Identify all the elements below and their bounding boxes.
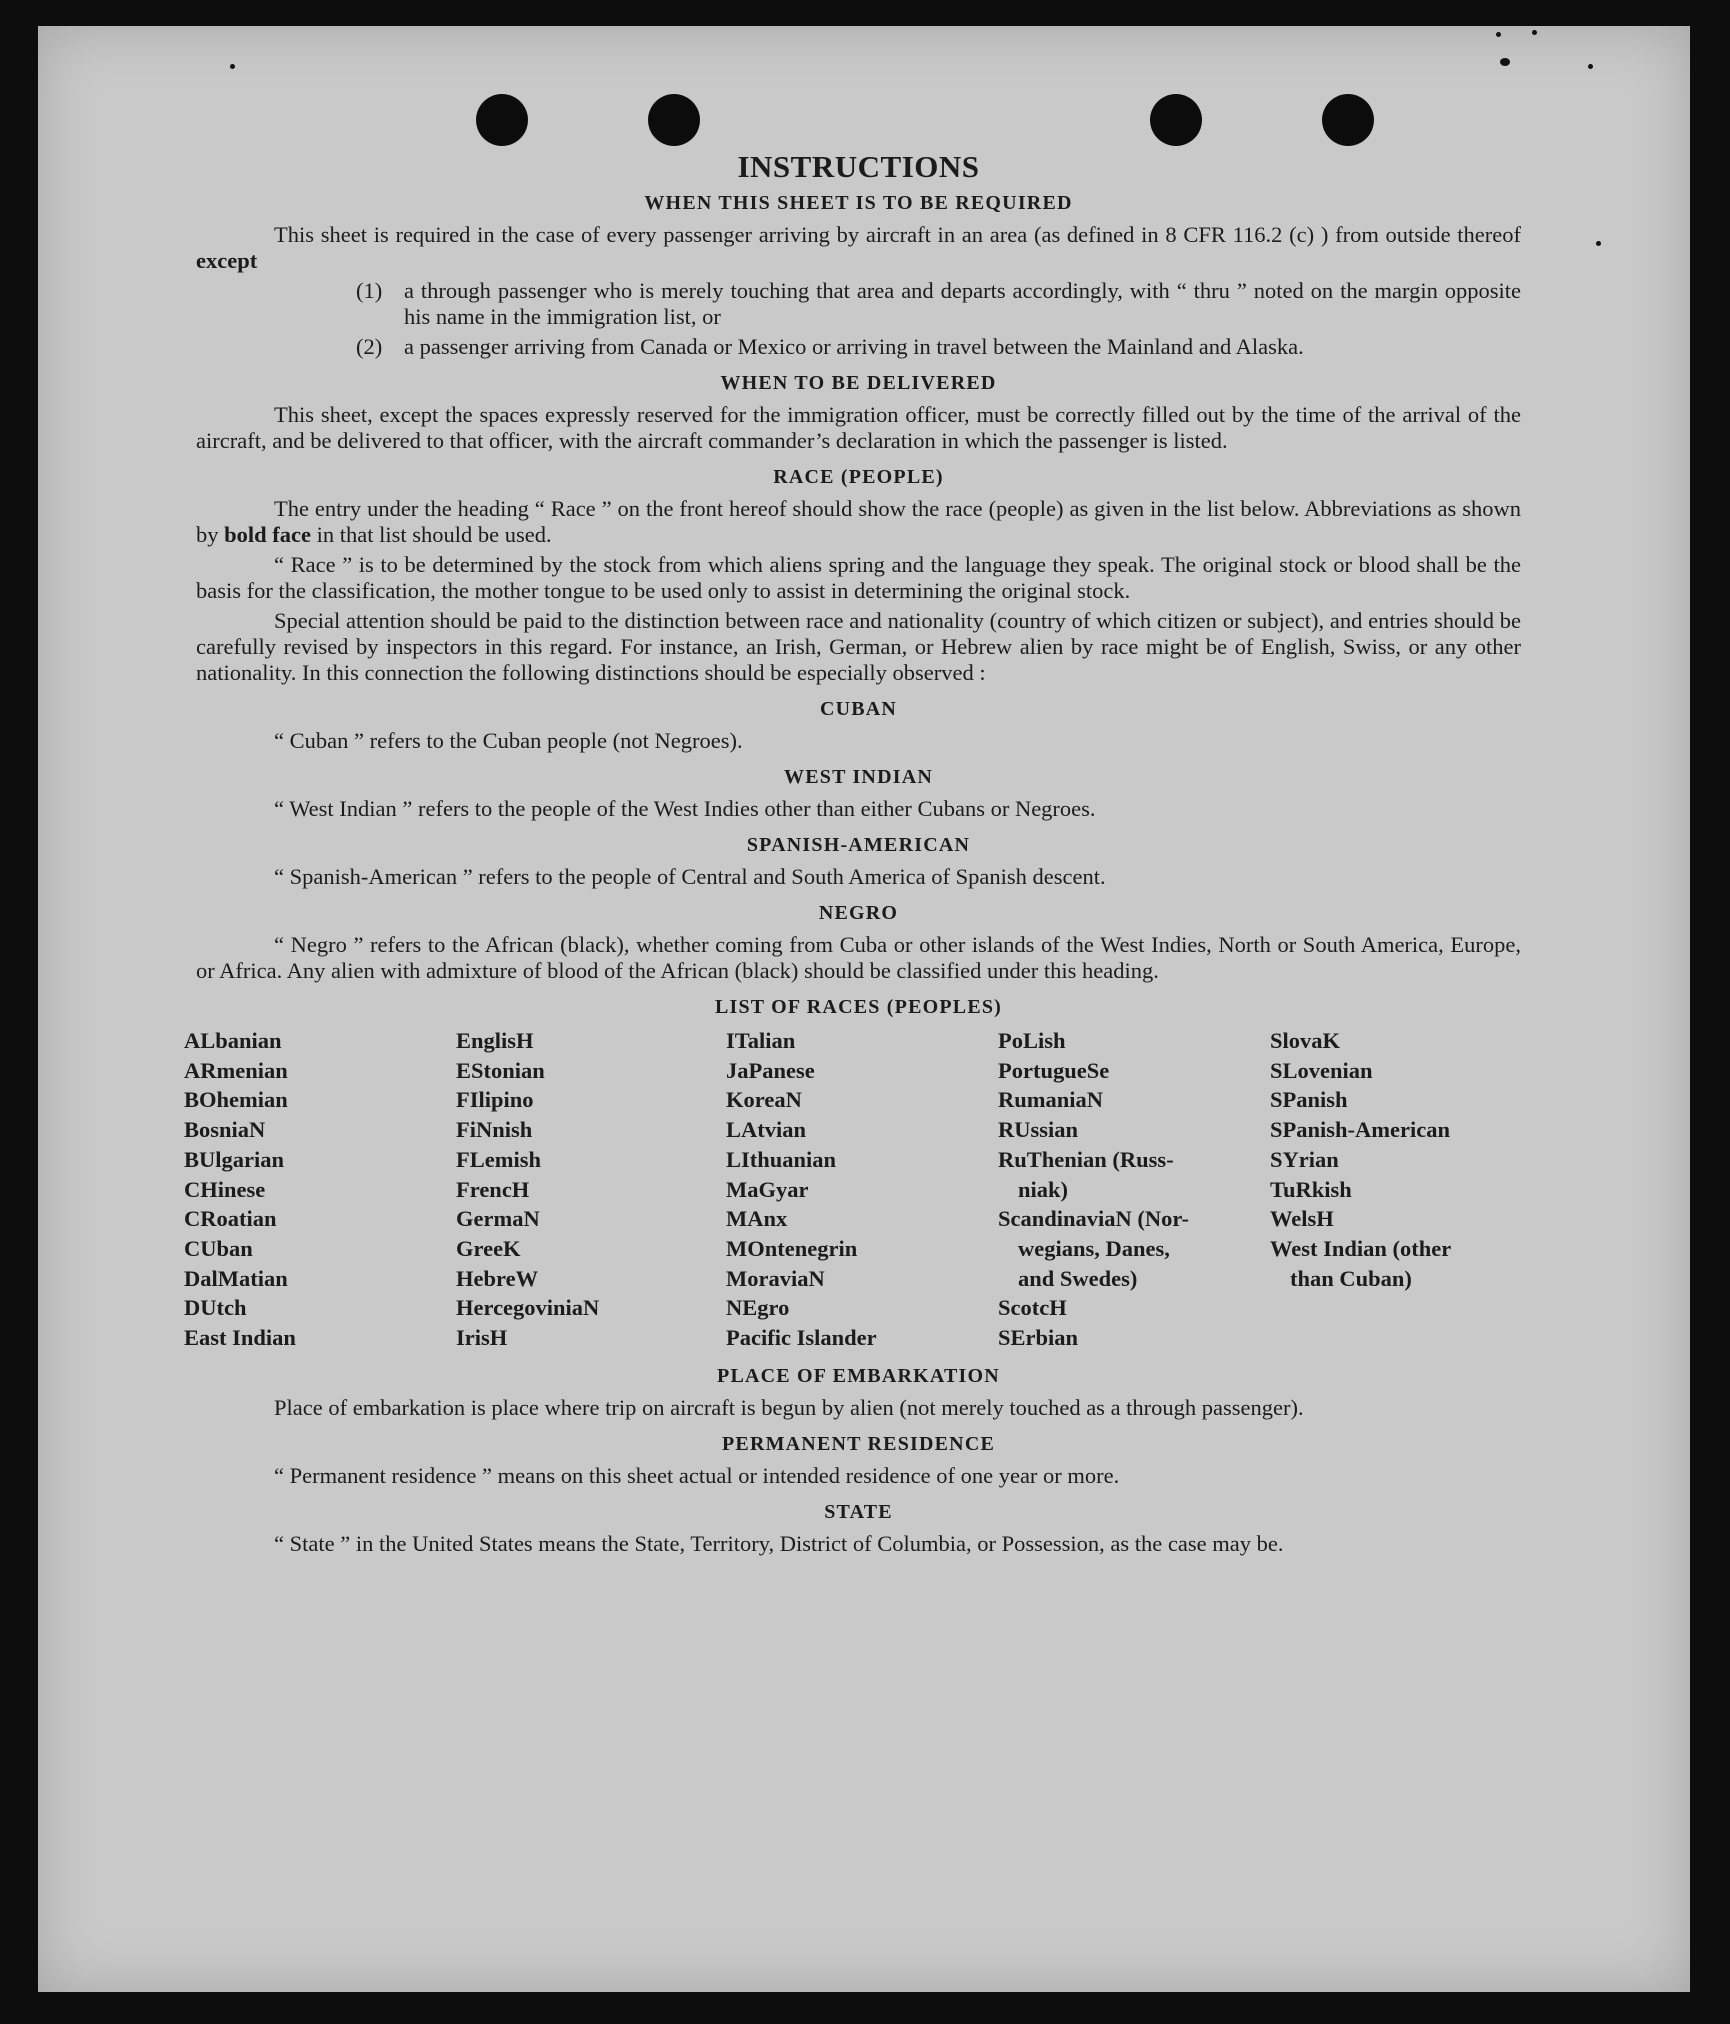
race-entry: FiNnish	[456, 1117, 533, 1143]
race-entry: MaGyar	[726, 1176, 809, 1202]
race-paragraph-3: Special attention should be paid to the distinction between race and nationality (country of which citizen or subject), and entries should be carefully revised by inspectors in this regard. For instance, an Irish, German, or Hebrew alien by race might be of English, Swiss, or any other nationality. In this connection the following distinctions should be especially observed :	[196, 608, 1521, 685]
races-list	[184, 1026, 1521, 1353]
race-entry: West Indian (other	[1270, 1235, 1452, 1261]
race-entry: ScotcH	[998, 1295, 1067, 1321]
race-entry: MOntenegrin	[726, 1235, 858, 1261]
section-heading-race: RACE (PEOPLE)	[773, 466, 944, 488]
race-entry: BOhemian	[184, 1087, 288, 1113]
race-entry: SYrian	[1270, 1146, 1339, 1172]
required-intro: This sheet is required in the case of every passenger arriving by aircraft in an area (as defined in 8 CFR 116.2 (c) ) from outside thereof except	[196, 222, 1521, 273]
exception-item: (1) a through passenger who is merely touching that area and departs accordingly, with “ thru ” noted on the margin opposite his name in the immigration list, or	[356, 278, 1521, 329]
exception-item: (2) a passenger arriving from Canada or Mexico or arriving in travel between the Mainland and Alaska.	[356, 334, 1304, 359]
race-entry: TuRkish	[1270, 1176, 1352, 1202]
race-entry: JaPanese	[726, 1057, 815, 1083]
section-heading-west-indian: WEST INDIAN	[784, 766, 933, 788]
race-entry: GreeK	[456, 1235, 521, 1261]
race-entry: CHinese	[184, 1176, 266, 1202]
page-title: INSTRUCTIONS	[737, 149, 980, 184]
race-entry: KoreaN	[726, 1087, 802, 1113]
west-indian-text: “ West Indian ” refers to the people of the West Indies other than either Cubans or Negroes.	[274, 796, 1096, 821]
race-entry: NEgro	[726, 1295, 790, 1321]
race-entry: HercegoviniaN	[456, 1295, 600, 1321]
negro-text: “ Negro ” refers to the African (black), whether coming from Cuba or other islands of the West Indies, North or South America, Europe, or Africa. Any alien with admixture of blood of the African (black) should be classified under this heading.	[196, 932, 1521, 983]
race-entry: RumaniaN	[998, 1087, 1104, 1113]
race-entry: CRoatian	[184, 1206, 277, 1232]
race-entry: SErbian	[998, 1325, 1079, 1351]
race-paragraph-1: The entry under the heading “ Race ” on the front hereof should show the race (people) as given in the list below. Abbreviations as shown by bold face in that list should be used.	[196, 496, 1521, 547]
races-column	[726, 1026, 998, 1353]
race-entry: LAtvian	[726, 1117, 807, 1143]
scan-speck	[230, 64, 235, 69]
punch-hole	[1150, 94, 1202, 146]
race-entry: and Swedes)	[1018, 1265, 1138, 1291]
race-entry: SLovenian	[1270, 1057, 1373, 1083]
section-heading-spanish-american: SPANISH-AMERICAN	[746, 834, 971, 856]
race-entry: IrisH	[456, 1325, 508, 1351]
instructions-text	[184, 149, 1521, 1561]
section-heading-races-list: LIST OF RACES (PEOPLES)	[714, 996, 1003, 1018]
races-column	[456, 1026, 726, 1353]
state-text: “ State ” in the United States means the State, Territory, District of Columbia, or Possession, as the case may be.	[274, 1530, 1284, 1556]
race-entry: LIthuanian	[726, 1146, 837, 1172]
race-entry: wegians, Danes,	[1018, 1235, 1170, 1261]
race-entry: RuThenian (Russ-	[998, 1146, 1174, 1172]
punch-hole	[476, 94, 528, 146]
race-entry: SPanish	[1270, 1087, 1348, 1113]
scan-speck	[1500, 58, 1510, 66]
spanish-american-text: “ Spanish-American ” refers to the people of Central and South America of Spanish descent.	[274, 864, 1106, 889]
race-entry: CUban	[184, 1235, 253, 1261]
scan-speck	[1596, 241, 1601, 246]
section-heading-required: WHEN THIS SHEET IS TO BE REQUIRED	[644, 192, 1073, 214]
race-entry: MoraviaN	[726, 1265, 825, 1291]
race-paragraph-2: “ Race ” is to be determined by the stock from which aliens spring and the language they speak. The original stock or blood shall be the basis for the classification, the mother tongue to be used only to assist in determining the original stock.	[196, 552, 1521, 603]
race-entry: RUssian	[998, 1117, 1079, 1143]
race-entry: PortugueSe	[998, 1057, 1110, 1083]
punch-hole	[1322, 94, 1374, 146]
race-entry: FIlipino	[456, 1087, 534, 1113]
scan-speck	[1496, 32, 1501, 37]
races-column	[1270, 1026, 1509, 1353]
race-entry: Pacific Islander	[726, 1325, 877, 1351]
residence-text: “ Permanent residence ” means on this sheet actual or intended residence of one year or more.	[274, 1462, 1120, 1488]
race-entry: FLemish	[456, 1146, 542, 1172]
race-entry: MAnx	[726, 1206, 788, 1232]
scan-speck	[1532, 30, 1537, 35]
section-heading-embarkation: PLACE OF EMBARKATION	[717, 1364, 1000, 1387]
race-entry: East Indian	[184, 1325, 296, 1351]
race-entry: DalMatian	[184, 1265, 288, 1291]
race-entry: SlovaK	[1270, 1028, 1341, 1053]
races-column	[184, 1026, 456, 1353]
race-entry: WelsH	[1270, 1206, 1334, 1232]
race-entry: niak)	[1018, 1176, 1069, 1202]
race-entry: BosniaN	[184, 1117, 266, 1143]
races-column	[998, 1026, 1270, 1353]
cuban-text: “ Cuban ” refers to the Cuban people (not Negroes).	[274, 728, 743, 753]
race-entry: ScandinaviaN (Nor-	[998, 1206, 1190, 1232]
race-entry: PoLish	[998, 1028, 1066, 1053]
race-entry: ITalian	[726, 1028, 796, 1053]
section-heading-state: STATE	[824, 1500, 893, 1523]
race-entry: EnglisH	[456, 1028, 534, 1053]
section-heading-cuban: CUBAN	[819, 698, 898, 720]
race-entry: ARmenian	[184, 1057, 288, 1083]
race-entry: ALbanian	[184, 1028, 282, 1053]
delivered-text: This sheet, except the spaces expressly reserved for the immigration officer, must be correctly filled out by the time of the arrival of the aircraft, and be delivered to that officer, with the aircraft commander’s declaration in which the passenger is listed.	[196, 402, 1521, 453]
punch-hole	[648, 94, 700, 146]
section-heading-residence: PERMANENT RESIDENCE	[721, 1432, 996, 1455]
race-entry: SPanish-American	[1270, 1117, 1450, 1143]
scan-speck	[1588, 64, 1593, 69]
embarkation-text: Place of embarkation is place where trip on aircraft is begun by alien (not merely touched as a through passenger).	[274, 1394, 1304, 1420]
race-entry: GermaN	[456, 1206, 540, 1232]
section-heading-negro: NEGRO	[818, 902, 899, 924]
race-entry: FrencH	[456, 1176, 530, 1202]
race-entry: EStonian	[456, 1057, 545, 1083]
race-entry: BUlgarian	[184, 1146, 285, 1172]
section-heading-delivered: WHEN TO BE DELIVERED	[720, 372, 997, 394]
race-entry: than Cuban)	[1290, 1265, 1412, 1291]
race-entry: HebreW	[456, 1265, 539, 1291]
race-entry: DUtch	[184, 1295, 247, 1321]
